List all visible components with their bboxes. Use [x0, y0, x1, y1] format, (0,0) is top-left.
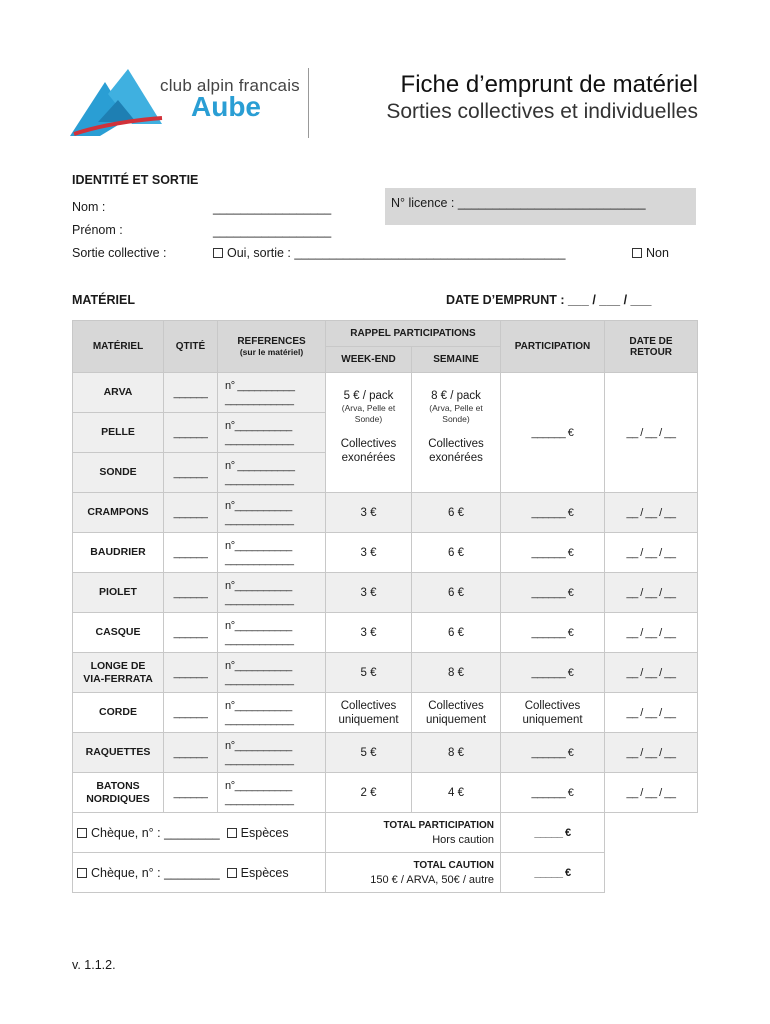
- participation-field[interactable]: ______ €: [501, 573, 605, 613]
- materiel-name: PELLE: [73, 413, 164, 453]
- especes-checkbox[interactable]: [227, 868, 237, 878]
- qty-field[interactable]: ______: [164, 373, 218, 413]
- weekend-price: 3 €: [326, 613, 412, 653]
- table-row: [73, 373, 698, 413]
- especes-label: Espèces: [240, 865, 289, 880]
- header-weekend: WEEK-END: [326, 347, 412, 373]
- ref-line: ____________: [225, 633, 294, 646]
- ref-line: ____________: [225, 433, 294, 446]
- ref-line: n°__________: [225, 499, 292, 512]
- qty-field[interactable]: ______: [164, 773, 218, 813]
- prenom-field[interactable]: _________________: [213, 224, 332, 238]
- cheque-label: Chèque, n° : ________: [91, 825, 220, 840]
- licence-label: N° licence : ___________________________: [391, 196, 646, 210]
- payment-choice[interactable]: [73, 853, 326, 893]
- nom-field[interactable]: _________________: [213, 201, 332, 215]
- qty-field[interactable]: ______: [164, 693, 218, 733]
- pack-date-retour-field[interactable]: __ / __ / __: [605, 373, 698, 493]
- materiel-name-line2: NORDIQUES: [86, 792, 150, 805]
- pack-note-1: (Arva, Pelle et: [341, 403, 396, 413]
- corde-text-1: Collectives: [340, 699, 397, 712]
- ref-field[interactable]: [218, 373, 326, 413]
- table-row: [73, 613, 698, 653]
- total-caution-row: [73, 853, 698, 893]
- participation-field[interactable]: ______ €: [501, 533, 605, 573]
- header-date-retour-2: RETOUR: [629, 346, 673, 358]
- materiel-name: CASQUE: [73, 613, 164, 653]
- participation-field[interactable]: ______ €: [501, 493, 605, 533]
- participation-field[interactable]: ______ €: [501, 653, 605, 693]
- especes-label: Espèces: [240, 825, 289, 840]
- ref-line: ____________: [225, 553, 294, 566]
- ref-line: ____________: [225, 753, 294, 766]
- semaine-price: 8 €: [412, 733, 501, 773]
- club-alpin-logo: [70, 64, 165, 139]
- participation-field[interactable]: ______ €: [501, 613, 605, 653]
- date-retour-field[interactable]: __ / __ / __: [605, 693, 698, 733]
- qty-field[interactable]: ______: [164, 733, 218, 773]
- ref-line: ____________: [225, 793, 294, 806]
- date-retour-field[interactable]: __ / __ / __: [605, 573, 698, 613]
- materiel-name: RAQUETTES: [73, 733, 164, 773]
- pack-exempt-1: Collectives: [428, 438, 484, 450]
- qty-field[interactable]: ______: [164, 653, 218, 693]
- ref-field[interactable]: [218, 733, 326, 773]
- semaine-price: 6 €: [412, 613, 501, 653]
- ref-line: n° __________: [225, 379, 295, 392]
- materiel-name-line1: BATONS: [96, 779, 140, 792]
- corde-text-2: uniquement: [425, 713, 487, 726]
- qty-field[interactable]: ______: [164, 613, 218, 653]
- empty-cell: [605, 813, 698, 853]
- pack-exempt-1: Collectives: [340, 438, 397, 450]
- ref-line: ____________: [225, 473, 294, 486]
- especes-checkbox[interactable]: [227, 828, 237, 838]
- header-date-retour-1: DATE DE: [629, 335, 673, 347]
- materiel-name: CORDE: [73, 693, 164, 733]
- header-references: [218, 321, 326, 373]
- participation-field[interactable]: ______ €: [501, 733, 605, 773]
- header-references-sub: (sur le matériel): [239, 347, 304, 357]
- document-title: Fiche d’emprunt de matériel: [400, 71, 698, 98]
- nom-label: Nom :: [72, 200, 106, 214]
- header-qtite: QTITÉ: [164, 321, 218, 373]
- ref-field[interactable]: [218, 653, 326, 693]
- cheque-label: Chèque, n° : ________: [91, 865, 220, 880]
- ref-field[interactable]: [218, 693, 326, 733]
- pack-participation-field[interactable]: ______ €: [501, 373, 605, 493]
- pack-note-2: Sonde): [442, 414, 470, 424]
- ref-field[interactable]: [218, 773, 326, 813]
- weekend-price: 2 €: [326, 773, 412, 813]
- pack-note-1: (Arva, Pelle et: [429, 403, 483, 413]
- empty-cell: [605, 853, 698, 893]
- ref-line: ____________: [225, 713, 294, 726]
- oui-option[interactable]: [213, 246, 566, 260]
- ref-line: n°__________: [225, 779, 292, 792]
- ref-line: ____________: [225, 393, 294, 406]
- semaine-price: 6 €: [412, 493, 501, 533]
- header-divider: [308, 68, 309, 138]
- materiel-section-title: MATÉRIEL: [72, 293, 135, 307]
- corde-participation: [501, 693, 605, 733]
- ref-line: n°__________: [225, 699, 292, 712]
- date-retour-field[interactable]: __ / __ / __: [605, 653, 698, 693]
- org-name-text: Aube: [191, 91, 261, 122]
- non-checkbox[interactable]: [632, 248, 642, 258]
- semaine-price: 6 €: [412, 533, 501, 573]
- semaine-price: 8 €: [412, 653, 501, 693]
- ref-line: n°__________: [225, 619, 292, 632]
- table-row: [73, 493, 698, 533]
- table-row: [73, 573, 698, 613]
- document-subtitle: Sorties collectives et individuelles: [386, 100, 698, 123]
- pack-exempt-2: exonérées: [341, 452, 396, 464]
- date-retour-field[interactable]: __ / __ / __: [605, 613, 698, 653]
- materiel-name: BAUDRIER: [73, 533, 164, 573]
- materiel-name: [73, 653, 164, 693]
- materiel-name-line1: LONGE DE: [90, 659, 146, 672]
- participation-field[interactable]: ______ €: [501, 773, 605, 813]
- total-participation-row: [73, 813, 698, 853]
- header-rappel: RAPPEL PARTICIPATIONS: [326, 321, 501, 347]
- payment-choice[interactable]: [73, 813, 326, 853]
- ref-field[interactable]: [218, 453, 326, 493]
- ref-field[interactable]: [218, 493, 326, 533]
- qty-field[interactable]: ______: [164, 413, 218, 453]
- prenom-label: Prénom :: [72, 223, 123, 237]
- total-caution-amount[interactable]: _____ €: [501, 853, 605, 893]
- materiel-name: [73, 773, 164, 813]
- version-text: v. 1.1.2.: [72, 958, 116, 972]
- weekend-price: 5 €: [326, 733, 412, 773]
- org-top-text: club alpin francais: [160, 76, 300, 95]
- ref-line: n°__________: [225, 579, 292, 592]
- qty-field[interactable]: ______: [164, 533, 218, 573]
- qty-field[interactable]: ______: [164, 493, 218, 533]
- pack-note-2: Sonde): [354, 414, 383, 424]
- table-row: [73, 733, 698, 773]
- weekend-price: 3 €: [326, 533, 412, 573]
- weekend-price: 3 €: [326, 493, 412, 533]
- header-references-label: REFERENCES: [237, 336, 306, 347]
- ref-line: n°__________: [225, 419, 292, 432]
- table-row: [73, 773, 698, 813]
- date-emprunt[interactable]: DATE D’EMPRUNT : ___ / ___ / ___: [446, 293, 652, 307]
- header-date-retour: [605, 321, 698, 373]
- date-retour-field[interactable]: __ / __ / __: [605, 533, 698, 573]
- non-option[interactable]: [632, 246, 669, 260]
- semaine-price: 4 €: [412, 773, 501, 813]
- ref-line: n° __________: [225, 459, 295, 472]
- materiel-name-line2: VIA-FERRATA: [83, 672, 153, 685]
- header-participation: PARTICIPATION: [501, 321, 605, 373]
- ref-field[interactable]: [218, 533, 326, 573]
- materiel-name: SONDE: [73, 453, 164, 493]
- cheque-checkbox[interactable]: [77, 828, 87, 838]
- ref-field[interactable]: [218, 413, 326, 453]
- qty-field[interactable]: ______: [164, 453, 218, 493]
- date-retour-field[interactable]: __ / __ / __: [605, 493, 698, 533]
- corde-semaine: [412, 693, 501, 733]
- total-participation-title: TOTAL PARTICIPATION: [383, 819, 494, 831]
- semaine-price: 6 €: [412, 573, 501, 613]
- ref-line: ____________: [225, 593, 294, 606]
- total-caution-sub: 150 € / ARVA, 50€ / autre: [370, 873, 494, 886]
- date-retour-field[interactable]: __ / __ / __: [605, 733, 698, 773]
- materiel-table: [72, 320, 698, 893]
- corde-text-1: Collectives: [524, 699, 581, 712]
- corde-text-2: uniquement: [522, 713, 583, 726]
- materiel-name: CRAMPONS: [73, 493, 164, 533]
- ref-field[interactable]: [218, 573, 326, 613]
- materiel-name: ARVA: [73, 373, 164, 413]
- ref-line: n°__________: [225, 659, 292, 672]
- pack-semaine: [412, 373, 501, 493]
- corde-text-2: uniquement: [338, 713, 399, 726]
- pack-weekend-price: 5 € / pack: [343, 390, 394, 402]
- table-row: [73, 653, 698, 693]
- cheque-checkbox[interactable]: [77, 868, 87, 878]
- oui-label: Oui, sortie : _______________________________________: [227, 246, 566, 260]
- licence-box[interactable]: [385, 188, 696, 225]
- weekend-price: 5 €: [326, 653, 412, 693]
- ref-field[interactable]: [218, 613, 326, 653]
- header-materiel: MATÉRIEL: [73, 321, 164, 373]
- ref-line: ____________: [225, 513, 294, 526]
- identity-section-title: IDENTITÉ ET SORTIE: [72, 173, 199, 187]
- table-row: [73, 693, 698, 733]
- materiel-name: PIOLET: [73, 573, 164, 613]
- sortie-label: Sortie collective :: [72, 246, 167, 260]
- table-row: [73, 533, 698, 573]
- total-caution-label: [326, 853, 501, 893]
- ref-line: n°__________: [225, 539, 292, 552]
- pack-exempt-2: exonérées: [429, 452, 483, 464]
- weekend-price: 3 €: [326, 573, 412, 613]
- corde-weekend: [326, 693, 412, 733]
- ref-line: ____________: [225, 673, 294, 686]
- total-participation-sub: Hors caution: [432, 833, 494, 846]
- qty-field[interactable]: ______: [164, 573, 218, 613]
- header-semaine: SEMAINE: [412, 347, 501, 373]
- date-retour-field[interactable]: __ / __ / __: [605, 773, 698, 813]
- corde-text-1: Collectives: [428, 699, 484, 712]
- total-participation-amount[interactable]: _____ €: [501, 813, 605, 853]
- non-label: Non: [646, 246, 669, 260]
- ref-line: n°__________: [225, 739, 292, 752]
- total-caution-title: TOTAL CAUTION: [413, 859, 494, 871]
- total-participation-label: [326, 813, 501, 853]
- pack-semaine-price: 8 € / pack: [431, 390, 481, 402]
- oui-checkbox[interactable]: [213, 248, 223, 258]
- pack-weekend: [326, 373, 412, 493]
